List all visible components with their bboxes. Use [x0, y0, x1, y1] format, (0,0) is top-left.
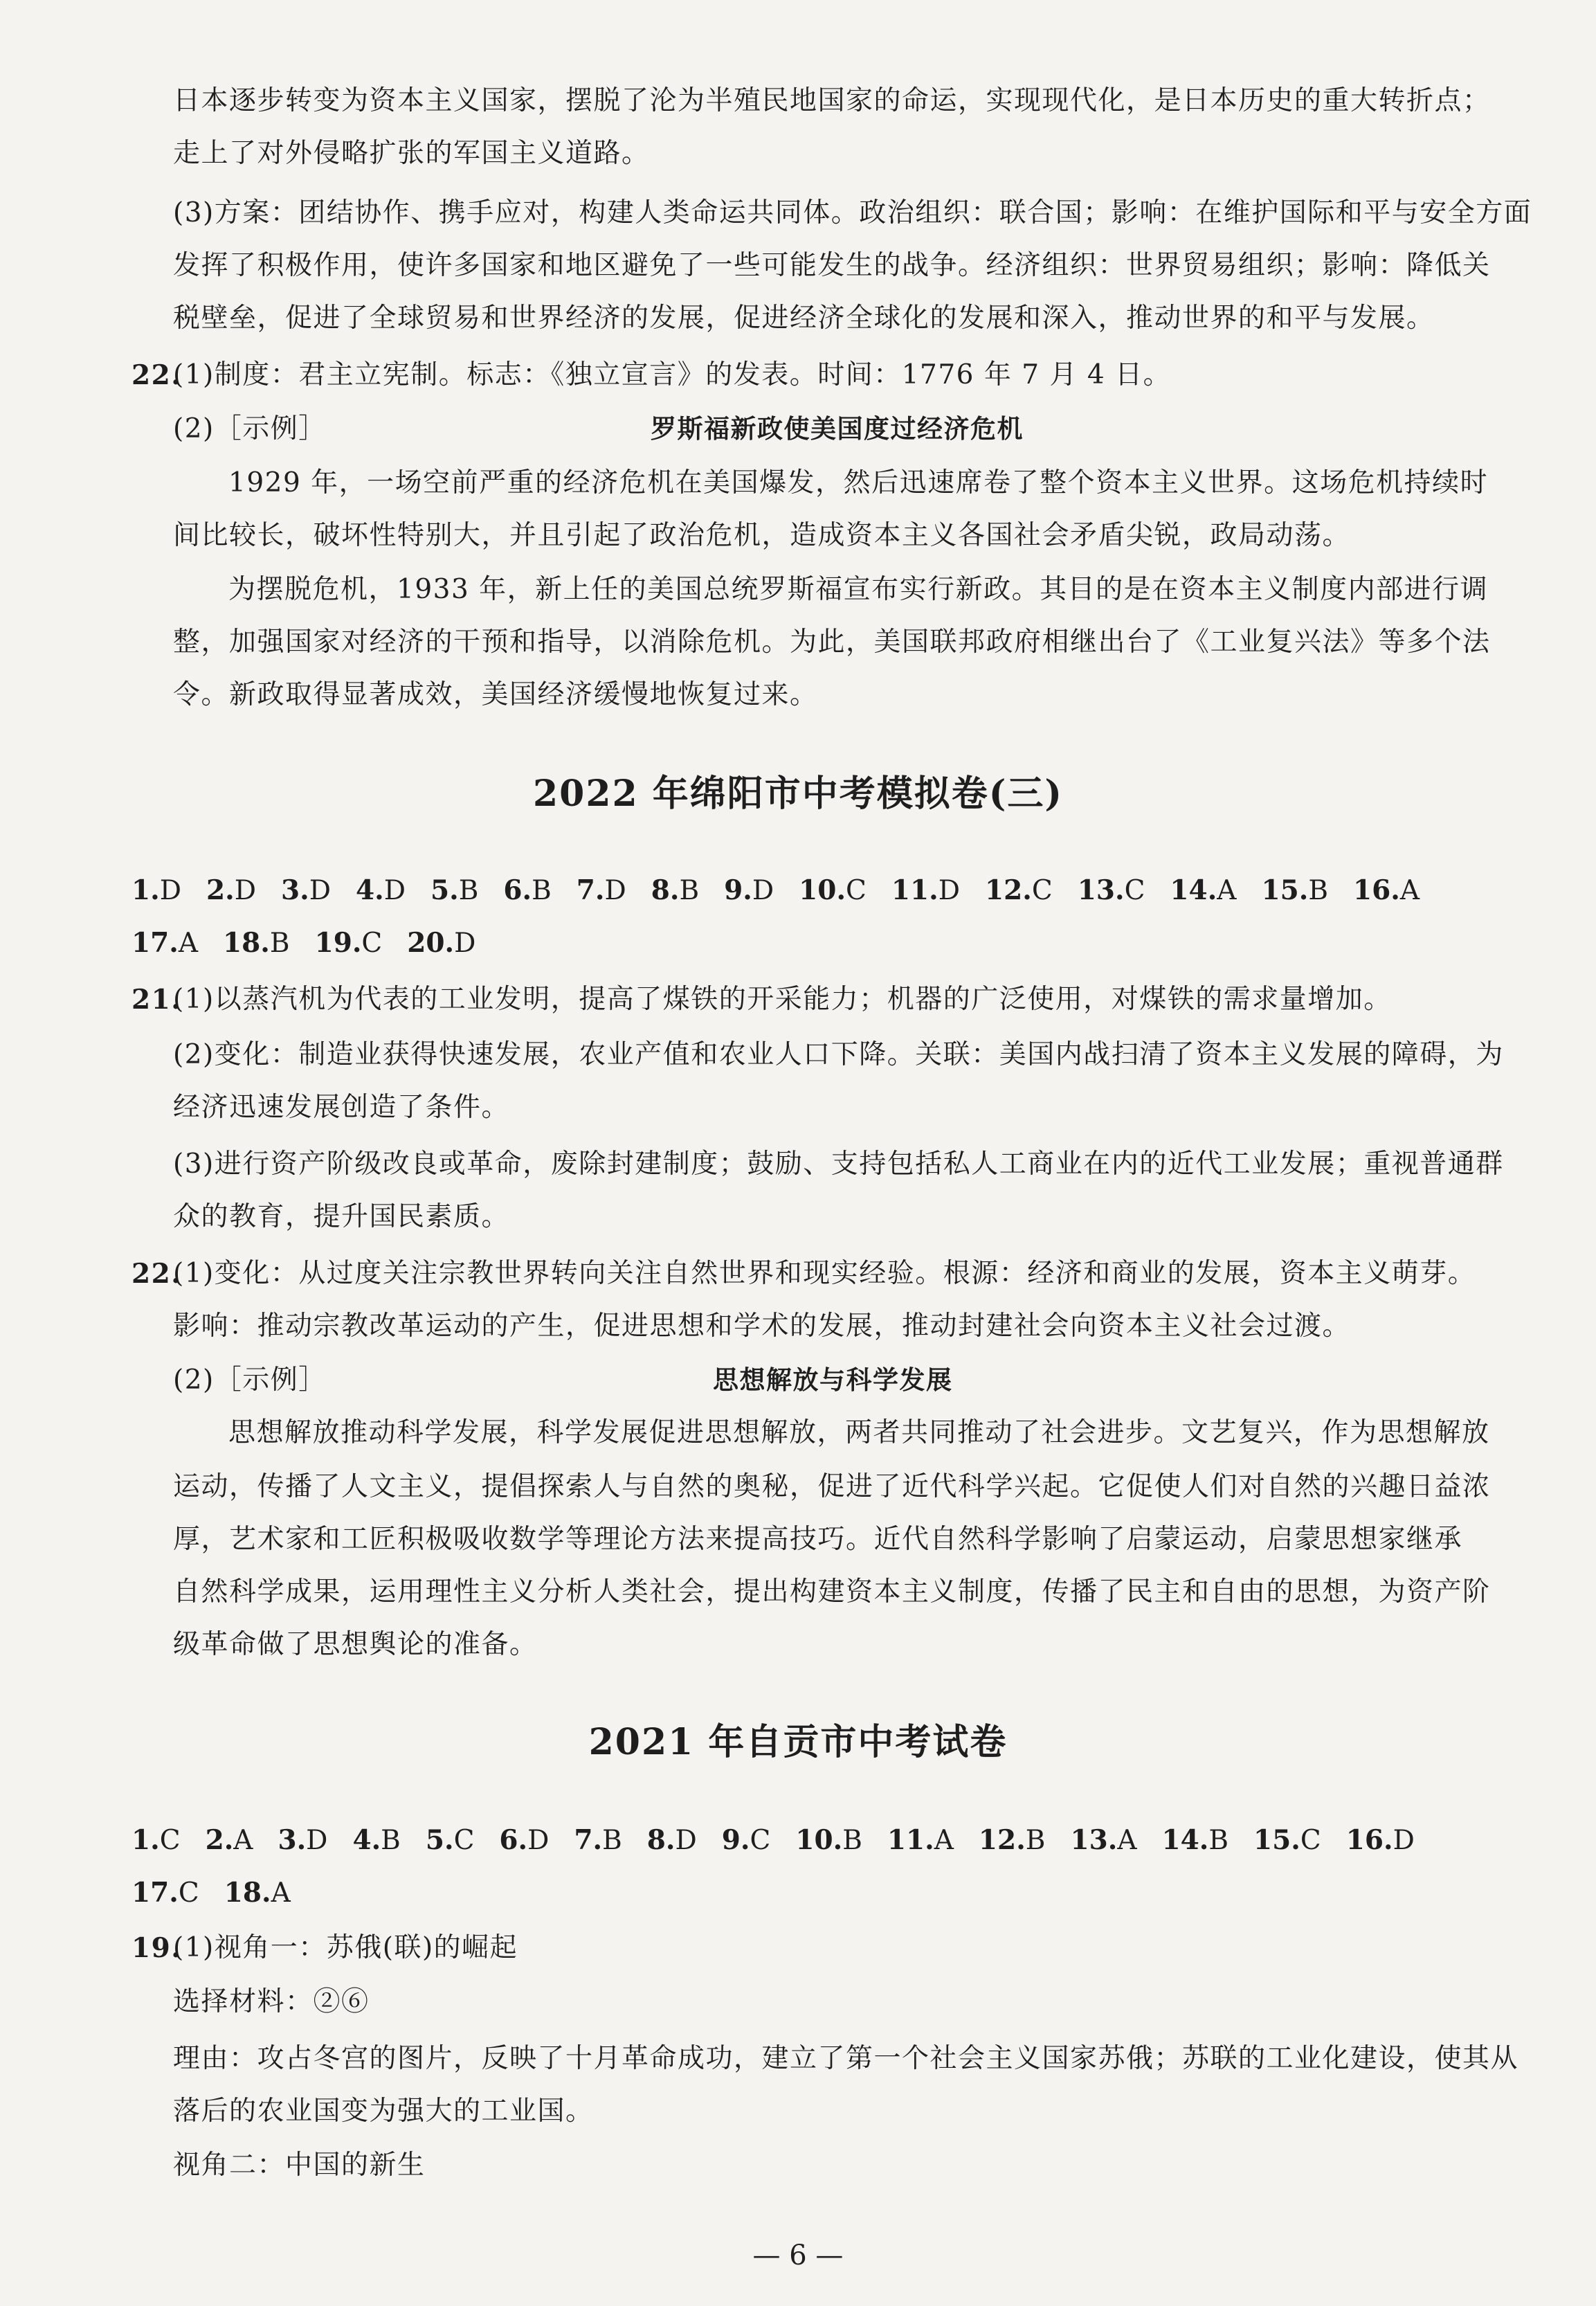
text-line: 1929 年，一场空前严重的经济危机在美国爆发，然后迅速席卷了整个资本主义世界。这场危机持续时	[228, 467, 1489, 498]
example-label: (2)［示例］	[173, 1364, 327, 1396]
answer-number: 11.	[891, 874, 938, 906]
answer-letter: A	[1117, 1825, 1137, 1856]
answer-item	[1170, 875, 1236, 906]
answer-letter: D	[306, 1825, 328, 1856]
answer-number: 12.	[978, 1824, 1026, 1856]
answer-letter: B	[842, 1825, 862, 1856]
answer-item	[1253, 1825, 1321, 1856]
answer-item	[407, 928, 475, 959]
answer-number: 12.	[985, 874, 1032, 906]
answer-item	[1161, 1825, 1228, 1856]
answer-letter: D	[604, 875, 626, 906]
answer-letter: A	[271, 1877, 291, 1909]
answer-number: 13.	[1070, 1824, 1118, 1856]
answer-number: 2.	[206, 874, 235, 906]
question-number: 21.	[132, 984, 182, 1016]
answer-number: 9.	[721, 1824, 750, 1856]
answer-item	[1346, 1825, 1415, 1856]
answer-number: 4.	[356, 874, 384, 906]
answer-item	[651, 875, 699, 906]
text-line: 视角二：中国的新生	[173, 2150, 426, 2181]
answer-letter: C	[361, 928, 383, 959]
text-line: 影响：推动宗教改革运动的产生，促进思想和学术的发展，推动封建社会向资本主义社会过渡。	[173, 1310, 1351, 1342]
answer-number: 16.	[1352, 874, 1400, 906]
answer-item	[979, 1825, 1046, 1856]
answer-letter: A	[178, 928, 199, 959]
answer-number: 10.	[795, 1824, 843, 1856]
answer-number: 11.	[887, 1824, 934, 1856]
answer-letter: D	[454, 928, 476, 959]
text-line: 众的教育，提升国民素质。	[173, 1201, 510, 1232]
answer-number: 4.	[352, 1824, 381, 1856]
text-line: 走上了对外侵略扩张的军国主义道路。	[173, 138, 650, 169]
answer-item	[722, 1825, 771, 1856]
text-line: 经济迅速发展创造了条件。	[173, 1092, 510, 1123]
answer-item	[206, 875, 256, 906]
text-line: (3)进行资产阶级改良或革命，废除封建制度；鼓励、支持包括私人工商业在内的近代工业发展；重视普通群	[173, 1149, 1504, 1180]
answer-number: 9.	[724, 874, 752, 906]
text-line: 令。新政取得显著成效，美国经济缓慢地恢复过来。	[173, 679, 818, 710]
text-line: 日本逐步转变为资本主义国家，摆脱了沦为半殖民地国家的命运，实现现代化，是日本历史的重大转折点；	[173, 85, 1491, 116]
text-line: 运动，传播了人文主义，提倡探索人与自然的奥秘，促进了近代科学兴起。它促使人们对自然的兴趣日益浓	[173, 1471, 1491, 1502]
answer-number: 19.	[314, 927, 362, 959]
answer-number: 8.	[646, 1824, 675, 1856]
answer-item	[315, 928, 383, 959]
answer-letter: D	[159, 875, 181, 906]
answer-letter: D	[1393, 1825, 1415, 1856]
answer-item	[206, 1825, 253, 1856]
answer-number: 2.	[205, 1824, 234, 1856]
answer-number: 17.	[132, 1877, 179, 1909]
answer-item	[430, 875, 478, 906]
answer-letter: B	[679, 875, 700, 906]
answer-number: 17.	[132, 927, 179, 959]
answer-item	[352, 1825, 400, 1856]
text-line: (3)方案：团结协作、携手应对，构建人类命运共同体。政治组织：联合国；影响：在维护国际和平与安全方面	[173, 197, 1532, 228]
answer-number: 13.	[1077, 874, 1125, 906]
answer-row	[132, 1873, 316, 1913]
answer-letter: D	[527, 1825, 550, 1856]
answer-item	[132, 1825, 181, 1856]
text-line: (1)制度：君主立宪制。标志：《独立宣言》的发表。时间：1776 年 7 月 4 日。	[173, 359, 1172, 390]
answer-item	[278, 1825, 327, 1856]
text-line: 思想解放推动科学发展，科学发展促进思想解放，两者共同推动了社会进步。文艺复兴，作为思想解放	[228, 1417, 1490, 1448]
text-line: 发挥了积极作用，使许多国家和地区避免了一些可能发生的战争。经济组织：世界贸易组织；影响：降低关	[173, 250, 1491, 281]
answer-row	[132, 1821, 1440, 1860]
text-line: 级革命做了思想舆论的准备。	[173, 1629, 538, 1660]
answer-letter: D	[234, 875, 256, 906]
answer-letter: C	[1300, 1825, 1321, 1856]
text-line: 落后的农业国变为强大的工业国。	[173, 2096, 594, 2127]
answer-row	[132, 871, 1444, 910]
answer-item	[574, 1825, 622, 1856]
answer-letter: B	[458, 875, 479, 906]
answer-item	[1261, 875, 1328, 906]
answer-letter: D	[309, 875, 331, 906]
answer-number: 3.	[278, 1824, 307, 1856]
answer-row	[132, 924, 500, 963]
answer-item	[724, 875, 774, 906]
answer-item	[887, 1825, 954, 1856]
question-number: 19.	[132, 1932, 182, 1964]
answer-item	[799, 875, 867, 906]
text-line: 整，加强国家对经济的干预和指导，以消除危机。为此，美国联邦政府相继出台了《工业复兴法》等多个法	[173, 627, 1491, 658]
text-line: (1)变化：从过度关注宗教世界转向关注自然世界和现实经验。根源：经济和商业的发展，资本主义萌芽。	[173, 1258, 1476, 1289]
answer-letter: B	[602, 1825, 622, 1856]
answer-item	[132, 928, 198, 959]
answer-letter: B	[1025, 1825, 1046, 1856]
answer-number: 6.	[503, 874, 532, 906]
answer-letter: B	[381, 1825, 401, 1856]
answer-letter: C	[178, 1877, 199, 1909]
answer-number: 3.	[281, 874, 309, 906]
answer-letter: D	[938, 875, 961, 906]
text-line: 税壁垒，促进了全球贸易和世界经济的发展，促进经济全球化的发展和深入，推动世界的和平与发展。	[173, 303, 1435, 334]
question-number: 22.	[132, 359, 182, 391]
answer-item	[1078, 875, 1145, 906]
answer-letter: B	[532, 875, 552, 906]
answer-letter: A	[233, 1825, 253, 1856]
answer-letter: D	[383, 875, 406, 906]
text-line: 间比较长，破坏性特别大，并且引起了政治危机，造成资本主义各国社会矛盾尖锐，政局动荡。	[173, 520, 1351, 551]
section-title: 2022 年绵阳市中考模拟卷(三)	[532, 773, 1064, 815]
answer-item	[132, 1877, 199, 1909]
answer-letter: C	[750, 1825, 771, 1856]
answer-number: 10.	[799, 874, 846, 906]
question-number: 22.	[132, 1258, 182, 1290]
answer-letter: D	[752, 875, 774, 906]
text-line: 厚，艺术家和工匠积极吸收数学等理论方法来提高技巧。近代自然科学影响了启蒙运动，启蒙思想家继承	[173, 1524, 1463, 1555]
answer-item	[499, 1825, 549, 1856]
answer-number: 15.	[1253, 1824, 1300, 1856]
answer-number: 8.	[651, 874, 680, 906]
answer-letter: C	[1124, 875, 1145, 906]
answer-number: 5.	[430, 874, 459, 906]
answer-item	[795, 1825, 862, 1856]
essay-title: 罗斯福新政使美国度过经济危机	[651, 414, 1024, 444]
essay-title: 思想解放与科学发展	[713, 1365, 953, 1395]
text-line: (2)变化：制造业获得快速发展，农业产值和农业人口下降。关联：美国内战扫清了资本主义发展的障碍，为	[173, 1039, 1504, 1070]
answer-letter: C	[453, 1825, 475, 1856]
answer-item	[577, 875, 626, 906]
answer-number: 20.	[407, 927, 455, 959]
answer-number: 14.	[1170, 874, 1217, 906]
answer-number: 18.	[224, 1877, 271, 1909]
answer-letter: C	[846, 875, 867, 906]
answer-item	[1353, 875, 1420, 906]
answer-number: 1.	[132, 1824, 160, 1856]
text-line: 选择材料：②⑥	[173, 1986, 370, 2017]
answer-item	[356, 875, 406, 906]
answer-letter: B	[1208, 1825, 1229, 1856]
section-title: 2021 年自贡市中考试卷	[588, 1721, 1008, 1763]
answer-item	[647, 1825, 697, 1856]
answer-number: 7.	[576, 874, 605, 906]
answer-number: 16.	[1345, 1824, 1393, 1856]
answer-number: 14.	[1161, 1824, 1209, 1856]
text-line: 理由：攻占冬宫的图片，反映了十月革命成功，建立了第一个社会主义国家苏俄；苏联的工业化建设，使其从	[173, 2043, 1519, 2074]
answer-letter: B	[1308, 875, 1328, 906]
text-line: 为摆脱危机，1933 年，新上任的美国总统罗斯福宣布实行新政。其目的是在资本主义制度内部进行调	[228, 574, 1489, 605]
page-number: — 6 —	[752, 2240, 844, 2271]
text-line: 自然科学成果，运用理性主义分析人类社会，提出构建资本主义制度，传播了民主和自由的思想，为资产阶	[173, 1576, 1491, 1607]
answer-letter: A	[1399, 875, 1420, 906]
answer-item	[1070, 1825, 1136, 1856]
answer-number: 6.	[499, 1824, 528, 1856]
answer-number: 18.	[223, 927, 270, 959]
answer-number: 5.	[425, 1824, 454, 1856]
answer-item	[224, 1877, 291, 1909]
text-line: (1)视角一：苏俄(联)的崛起	[173, 1932, 518, 1963]
answer-number: 7.	[574, 1824, 603, 1856]
answer-number: 15.	[1261, 874, 1309, 906]
answer-letter: A	[1217, 875, 1237, 906]
text-line: (1)以蒸汽机为代表的工业发明，提高了煤铁的开采能力；机器的广泛使用，对煤铁的需求量增加。	[173, 984, 1392, 1015]
answer-letter: B	[269, 928, 290, 959]
answer-item	[891, 875, 960, 906]
example-label: (2)［示例］	[173, 413, 327, 444]
answer-letter: A	[934, 1825, 954, 1856]
answer-item	[281, 875, 331, 906]
answer-letter: D	[675, 1825, 697, 1856]
answer-letter: C	[1031, 875, 1053, 906]
answer-item	[223, 928, 290, 959]
answer-item	[985, 875, 1053, 906]
answer-number: 1.	[132, 874, 160, 906]
answer-item	[132, 875, 181, 906]
answer-letter: C	[159, 1825, 181, 1856]
answer-item	[503, 875, 551, 906]
answer-item	[426, 1825, 475, 1856]
